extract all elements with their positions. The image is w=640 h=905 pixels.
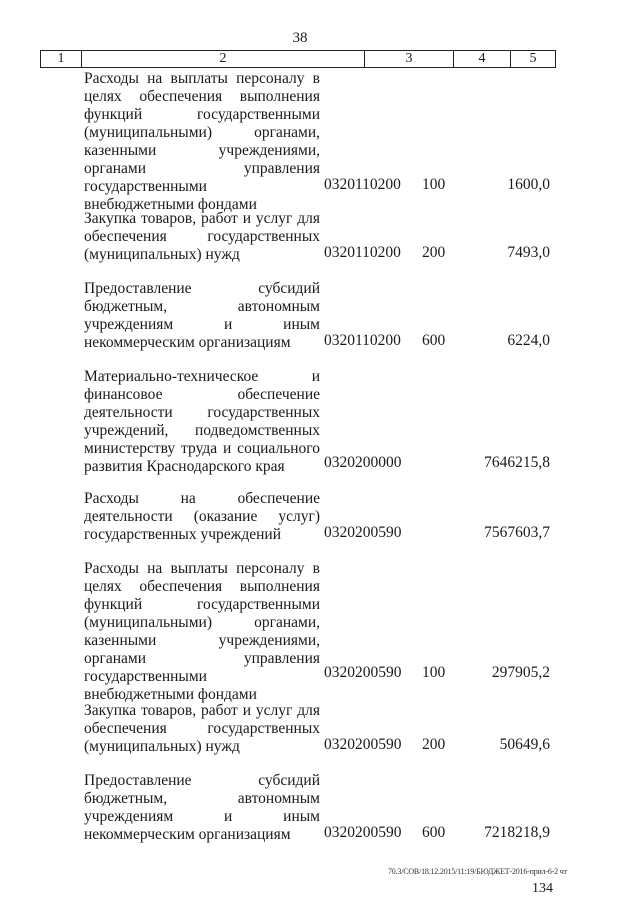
page-number: 38: [292, 30, 308, 46]
row-amount: 1600,0: [507, 176, 550, 193]
sheet-number: 134: [532, 881, 553, 896]
row-amount: 7646215,8: [484, 454, 550, 471]
table-header: [40, 50, 556, 68]
row-amount: 7493,0: [507, 244, 550, 261]
row-description: Расходы на выплаты персоналу в целях обеспечения выполнения функций государственными (муниципальными) органами, казенными учреждениями, органами управления государственными внебюджетными фондами: [84, 560, 320, 703]
row-amount: 297905,2: [491, 664, 550, 681]
row-code: 0320110200: [324, 176, 401, 193]
row-description: Расходы на выплаты персоналу в целях обеспечения выполнения функций государственными (муниципальными) органами, казенными учреждениями, органами управления государственными внебюджетными фондами: [84, 70, 320, 213]
row-description: Предоставление субсидий бюджетным, автономным учреждениям и иным некоммерческим организациям: [84, 280, 320, 351]
row-amount: 50649,6: [499, 736, 550, 753]
row-amount: 6224,0: [507, 332, 550, 349]
row-kind: 600: [422, 332, 446, 349]
row-description: Закупка товаров, работ и услуг для обеспечения государственных (муниципальных) нужд: [84, 702, 320, 755]
row-amount: 7567603,7: [484, 524, 550, 541]
row-code: 0320200000: [324, 454, 402, 471]
row-code: 0320110200: [324, 332, 401, 349]
row-description: Закупка товаров, работ и услуг для обеспечения государственных (муниципальных) нужд: [84, 210, 320, 263]
row-description: Материально-техническое и финансовое обеспечение деятельности государственных учреждений, подведомственных министерству труда и социального развития Краснодарского края: [84, 368, 320, 475]
row-amount: 7218218,9: [484, 824, 550, 841]
header-col-5: 5: [529, 51, 537, 66]
row-kind: 200: [422, 244, 446, 261]
row-code: 0320200590: [324, 524, 402, 541]
header-col-3: 3: [365, 51, 454, 67]
row-kind: 600: [422, 824, 446, 841]
header-col-2: 2: [82, 51, 365, 67]
row-code: 0320200590: [324, 664, 402, 681]
row-kind: 100: [422, 176, 446, 193]
header-col-4: 4: [454, 51, 511, 67]
row-kind: 100: [422, 664, 446, 681]
footer-stamp: 70.3/СОВ/18.12.2015/11:19/БЮДЖЕТ-2016-прил-6-2 чт: [388, 867, 567, 876]
row-code: 0320200590: [324, 824, 402, 841]
row-code: 0320200590: [324, 736, 402, 753]
row-code: 0320110200: [324, 244, 401, 261]
row-description: Предоставление субсидий бюджетным, автономным учреждениям и иным некоммерческим организациям: [84, 772, 320, 843]
row-description: Расходы на обеспечение деятельности (оказание услуг) государственных учреждений: [84, 490, 320, 543]
row-kind: 200: [422, 736, 446, 753]
header-col-1: 1: [41, 51, 82, 67]
